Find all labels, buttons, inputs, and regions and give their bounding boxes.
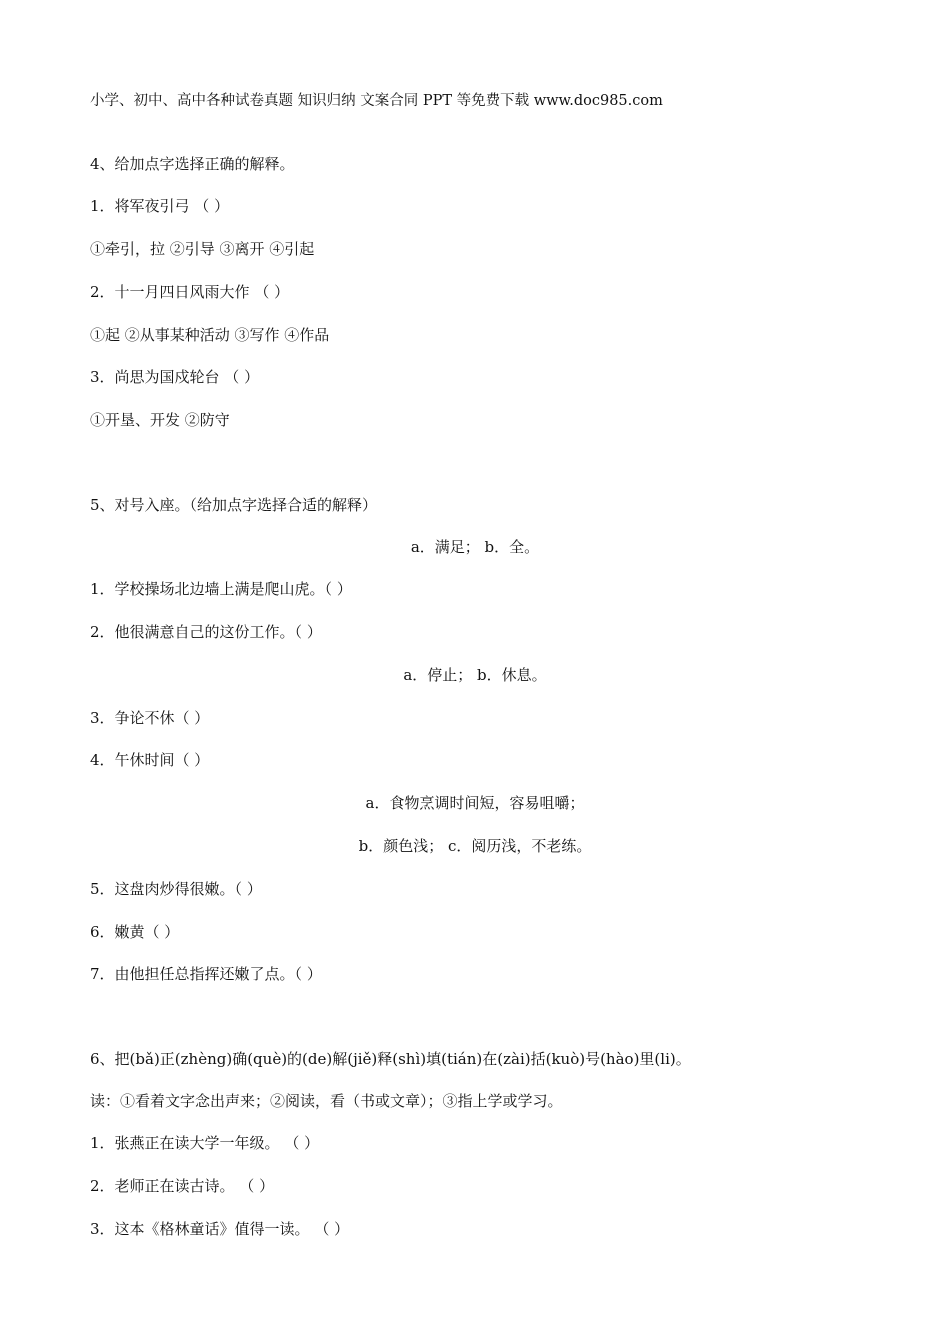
section-4-title: 4、给加点字选择正确的解释。 [90, 155, 295, 173]
section-4-question-3-options: ①开垦、开发 ②防守 [90, 411, 230, 429]
section-5-meanings-group-1: a．满足； b．全。 [410, 538, 540, 556]
section-6-question-2: 2．老师正在读古诗。 （ ） [90, 1177, 275, 1195]
section-6-question-3: 3．这本《格林童话》值得一读。 （ ） [90, 1220, 350, 1238]
section-5-question-4: 4．午休时间（ ） [90, 751, 210, 769]
section-5-question-6: 6．嫩黄（ ） [90, 923, 180, 941]
section-5-question-1: 1．学校操场北边墙上满是爬山虎。（ ） [90, 580, 352, 598]
section-4-question-1-options: ①牵引，拉 ②引导 ③离开 ④引起 [90, 240, 315, 258]
section-5-question-5: 5．这盘肉炒得很嫩。（ ） [90, 880, 262, 898]
section-5-title: 5、对号入座。（给加点字选择合适的解释） [90, 496, 378, 514]
section-6-title: 6、把(bǎ)正(zhèng)确(què)的(de)解(jiě)释(shì)填(tián)在(zài)括(kuò)号(hào)里(li)。 [90, 1050, 691, 1068]
section-4-question-2-options: ①起 ②从事某种活动 ③写作 ④作品 [90, 326, 330, 344]
section-4-question-1: 1．将军夜引弓 （ ） [90, 197, 230, 215]
section-6-meanings: 读：①看着文字念出声来；②阅读，看（书或文章）；③指上学或学习。 [90, 1092, 563, 1110]
section-5-meanings-group-3-line-1: a．食物烹调时间短，容易咀嚼； [365, 794, 585, 812]
section-6-question-1: 1．张燕正在读大学一年级。 （ ） [90, 1134, 320, 1152]
section-4-question-2: 2．十一月四日风雨大作 （ ） [90, 283, 290, 301]
section-5-question-2: 2．他很满意自己的这份工作。（ ） [90, 623, 322, 641]
section-5-meanings-group-3-line-2: b．颜色浅； c．阅历浅，不老练。 [358, 837, 592, 855]
section-5-question-3: 3．争论不休（ ） [90, 709, 210, 727]
section-4-question-3: 3．尚思为国戍轮台 （ ） [90, 368, 260, 386]
site-banner: 小学、初中、高中各种试卷真题 知识归纳 文案合同 PPT 等免费下载 www.doc985.com [90, 93, 663, 109]
section-5-question-7: 7．由他担任总指挥还嫩了点。（ ） [90, 965, 322, 983]
section-5-meanings-group-2: a．停止； b．休息。 [403, 666, 547, 684]
